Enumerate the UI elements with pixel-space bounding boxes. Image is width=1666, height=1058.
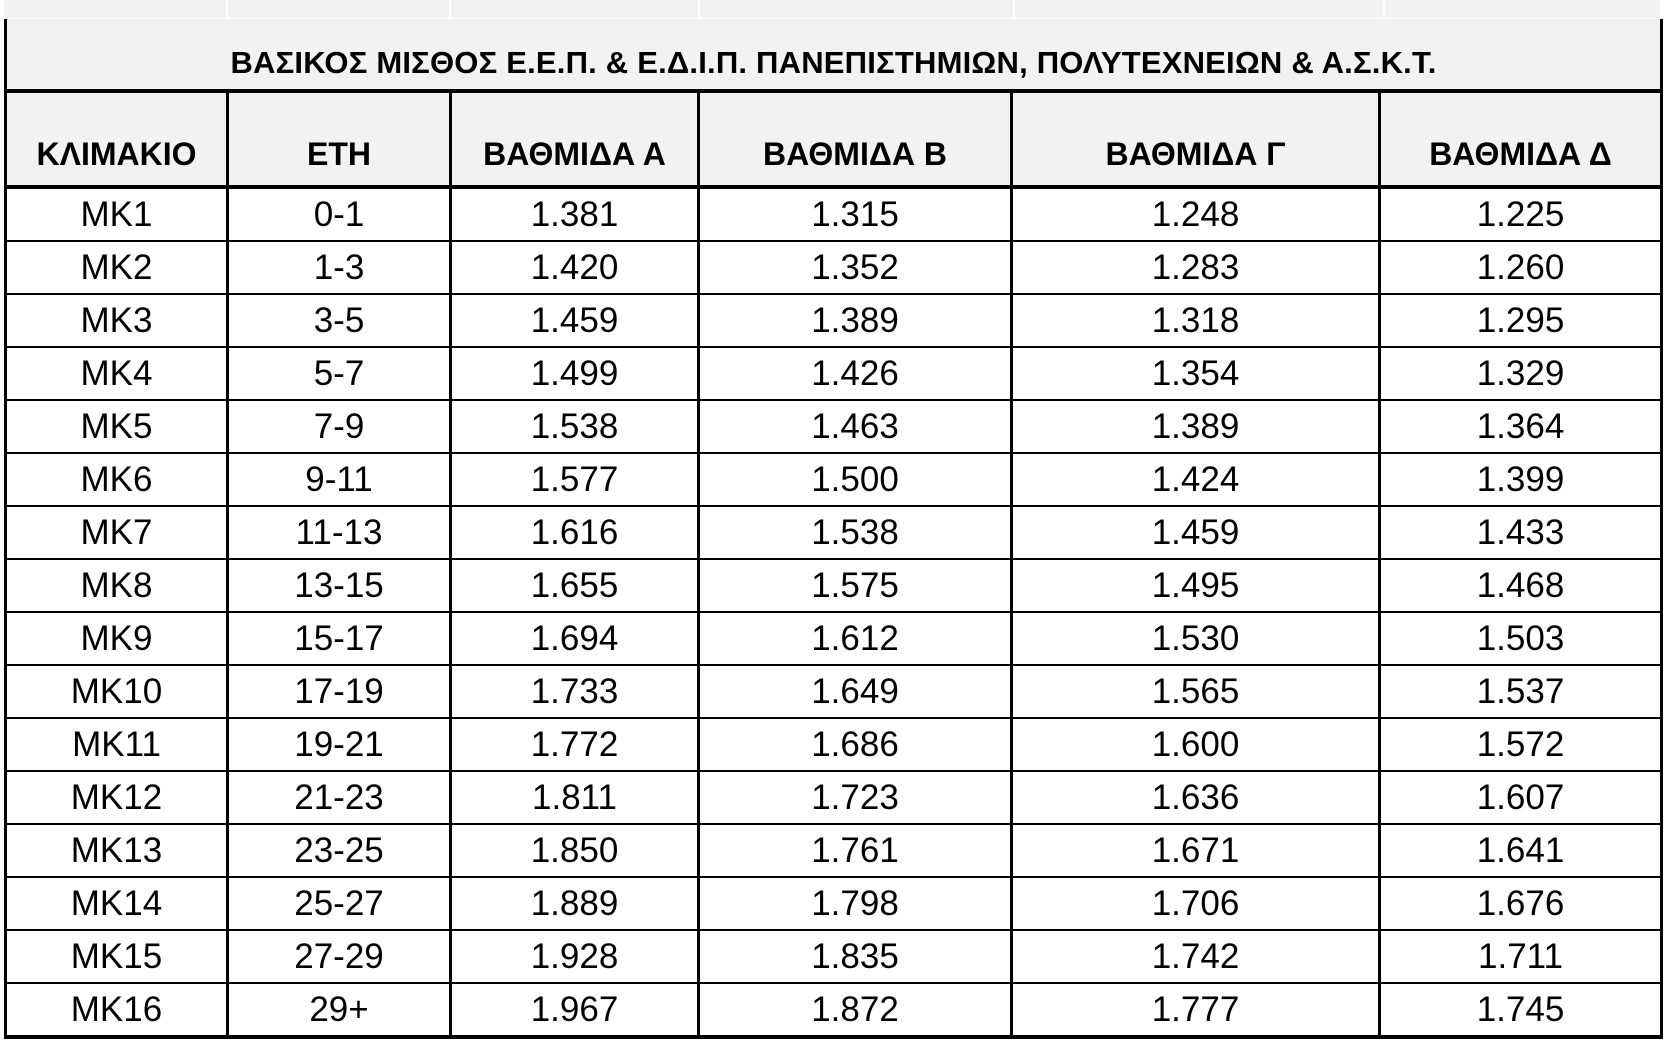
table-row — [6, 400, 1662, 453]
table-row — [6, 559, 1662, 612]
cell-vathmida-a: 1.928 — [451, 930, 699, 983]
cell-vathmida-b: 1.612 — [699, 612, 1012, 665]
cell-vathmida-g: 1.671 — [1012, 824, 1380, 877]
column-header-eti: ΕΤΗ — [228, 91, 451, 187]
cell-eti: 21-23 — [228, 771, 451, 824]
cell-vathmida-a: 1.655 — [451, 559, 699, 612]
cell-eti: 7-9 — [228, 400, 451, 453]
cell-vathmida-b: 1.538 — [699, 506, 1012, 559]
cell-klimakio: ΜΚ11 — [6, 718, 228, 771]
cell-vathmida-b: 1.575 — [699, 559, 1012, 612]
cell-eti: 29+ — [228, 983, 451, 1037]
cell-eti: 15-17 — [228, 612, 451, 665]
cell-vathmida-d: 1.711 — [1380, 930, 1662, 983]
cell-vathmida-d: 1.260 — [1380, 241, 1662, 294]
table-row — [6, 665, 1662, 718]
cell-vathmida-d: 1.364 — [1380, 400, 1662, 453]
cell-eti: 19-21 — [228, 718, 451, 771]
cell-vathmida-d: 1.503 — [1380, 612, 1662, 665]
cell-vathmida-a: 1.616 — [451, 506, 699, 559]
table-row — [6, 506, 1662, 559]
cell-vathmida-g: 1.636 — [1012, 771, 1380, 824]
cell-vathmida-a: 1.420 — [451, 241, 699, 294]
title-row — [6, 19, 1662, 91]
cell-vathmida-a: 1.381 — [451, 187, 699, 241]
cell-vathmida-g: 1.777 — [1012, 983, 1380, 1037]
top-strip-cell — [228, 0, 451, 18]
cell-klimakio: ΜΚ6 — [6, 453, 228, 506]
top-strip-cell — [1015, 0, 1385, 18]
cell-vathmida-b: 1.798 — [699, 877, 1012, 930]
cell-vathmida-g: 1.248 — [1012, 187, 1380, 241]
cell-klimakio: ΜΚ4 — [6, 347, 228, 400]
cell-vathmida-a: 1.811 — [451, 771, 699, 824]
cell-vathmida-a: 1.499 — [451, 347, 699, 400]
cell-vathmida-g: 1.318 — [1012, 294, 1380, 347]
top-strip-cell — [1385, 0, 1658, 18]
cell-eti: 1-3 — [228, 241, 451, 294]
cell-vathmida-b: 1.389 — [699, 294, 1012, 347]
cell-vathmida-g: 1.459 — [1012, 506, 1380, 559]
cell-vathmida-g: 1.742 — [1012, 930, 1380, 983]
cell-klimakio: ΜΚ9 — [6, 612, 228, 665]
cell-klimakio: ΜΚ10 — [6, 665, 228, 718]
cell-klimakio: ΜΚ5 — [6, 400, 228, 453]
table-row — [6, 612, 1662, 665]
cell-vathmida-a: 1.967 — [451, 983, 699, 1037]
cell-eti: 3-5 — [228, 294, 451, 347]
cell-vathmida-b: 1.463 — [699, 400, 1012, 453]
table-row — [6, 718, 1662, 771]
cell-eti: 0-1 — [228, 187, 451, 241]
cell-vathmida-d: 1.537 — [1380, 665, 1662, 718]
cell-klimakio: ΜΚ7 — [6, 506, 228, 559]
cell-vathmida-b: 1.761 — [699, 824, 1012, 877]
cell-vathmida-b: 1.426 — [699, 347, 1012, 400]
table-row — [6, 241, 1662, 294]
cell-eti: 17-19 — [228, 665, 451, 718]
cell-vathmida-g: 1.389 — [1012, 400, 1380, 453]
top-strip-cell — [451, 0, 700, 18]
cell-eti: 13-15 — [228, 559, 451, 612]
cell-vathmida-d: 1.295 — [1380, 294, 1662, 347]
cell-vathmida-d: 1.676 — [1380, 877, 1662, 930]
cell-vathmida-d: 1.745 — [1380, 983, 1662, 1037]
cell-vathmida-d: 1.572 — [1380, 718, 1662, 771]
table-row — [6, 983, 1662, 1037]
table-row — [6, 294, 1662, 347]
cell-klimakio: ΜΚ12 — [6, 771, 228, 824]
header-row — [6, 91, 1662, 187]
cell-vathmida-a: 1.538 — [451, 400, 699, 453]
cell-vathmida-d: 1.399 — [1380, 453, 1662, 506]
cell-eti: 11-13 — [228, 506, 451, 559]
table-row — [6, 930, 1662, 983]
table-row — [6, 347, 1662, 400]
salary-table — [4, 19, 1663, 1039]
cell-vathmida-d: 1.433 — [1380, 506, 1662, 559]
cell-vathmida-g: 1.530 — [1012, 612, 1380, 665]
cell-vathmida-d: 1.607 — [1380, 771, 1662, 824]
table-title: ΒΑΣΙΚΟΣ ΜΙΣΘΟΣ Ε.Ε.Π. & Ε.Δ.Ι.Π. ΠΑΝΕΠΙΣΤΗΜΙΩΝ, ΠΟΛΥΤΕΧΝΕΙΩΝ & Α.Σ.Κ.Τ. — [6, 19, 1662, 91]
cell-vathmida-a: 1.850 — [451, 824, 699, 877]
cell-klimakio: ΜΚ14 — [6, 877, 228, 930]
table-row — [6, 453, 1662, 506]
cell-vathmida-g: 1.495 — [1012, 559, 1380, 612]
cell-vathmida-a: 1.459 — [451, 294, 699, 347]
cell-eti: 23-25 — [228, 824, 451, 877]
cell-vathmida-d: 1.641 — [1380, 824, 1662, 877]
table-body — [6, 187, 1662, 1037]
cell-vathmida-g: 1.706 — [1012, 877, 1380, 930]
column-header-vathmida-d: ΒΑΘΜΙΔΑ Δ — [1380, 91, 1662, 187]
cell-vathmida-a: 1.694 — [451, 612, 699, 665]
cell-vathmida-b: 1.835 — [699, 930, 1012, 983]
cell-klimakio: ΜΚ16 — [6, 983, 228, 1037]
column-header-klimakio: ΚΛΙΜΑΚΙΟ — [6, 91, 228, 187]
cell-vathmida-b: 1.649 — [699, 665, 1012, 718]
table-row — [6, 877, 1662, 930]
cell-vathmida-b: 1.723 — [699, 771, 1012, 824]
cell-vathmida-d: 1.329 — [1380, 347, 1662, 400]
top-strip-cell — [700, 0, 1015, 18]
cell-vathmida-g: 1.283 — [1012, 241, 1380, 294]
cell-klimakio: ΜΚ1 — [6, 187, 228, 241]
cell-vathmida-a: 1.889 — [451, 877, 699, 930]
cell-eti: 27-29 — [228, 930, 451, 983]
table-row — [6, 187, 1662, 241]
cell-eti: 9-11 — [228, 453, 451, 506]
cell-vathmida-g: 1.424 — [1012, 453, 1380, 506]
cell-vathmida-d: 1.225 — [1380, 187, 1662, 241]
top-strip-cell — [4, 0, 228, 18]
cell-klimakio: ΜΚ13 — [6, 824, 228, 877]
cell-eti: 25-27 — [228, 877, 451, 930]
cell-klimakio: ΜΚ8 — [6, 559, 228, 612]
column-header-vathmida-g: ΒΑΘΜΙΔΑ Γ — [1012, 91, 1380, 187]
salary-table-frame — [4, 0, 1660, 1039]
cell-vathmida-g: 1.600 — [1012, 718, 1380, 771]
cell-klimakio: ΜΚ3 — [6, 294, 228, 347]
cell-vathmida-b: 1.315 — [699, 187, 1012, 241]
table-row — [6, 771, 1662, 824]
cell-vathmida-b: 1.872 — [699, 983, 1012, 1037]
cell-vathmida-b: 1.686 — [699, 718, 1012, 771]
table-row — [6, 824, 1662, 877]
cell-vathmida-d: 1.468 — [1380, 559, 1662, 612]
cell-vathmida-a: 1.733 — [451, 665, 699, 718]
cell-vathmida-b: 1.352 — [699, 241, 1012, 294]
cell-klimakio: ΜΚ15 — [6, 930, 228, 983]
column-header-vathmida-b: ΒΑΘΜΙΔΑ Β — [699, 91, 1012, 187]
cell-klimakio: ΜΚ2 — [6, 241, 228, 294]
cell-vathmida-a: 1.577 — [451, 453, 699, 506]
cell-eti: 5-7 — [228, 347, 451, 400]
cell-vathmida-g: 1.565 — [1012, 665, 1380, 718]
column-header-vathmida-a: ΒΑΘΜΙΔΑ Α — [451, 91, 699, 187]
top-strip — [4, 0, 1660, 19]
cell-vathmida-b: 1.500 — [699, 453, 1012, 506]
cell-vathmida-g: 1.354 — [1012, 347, 1380, 400]
cell-vathmida-a: 1.772 — [451, 718, 699, 771]
